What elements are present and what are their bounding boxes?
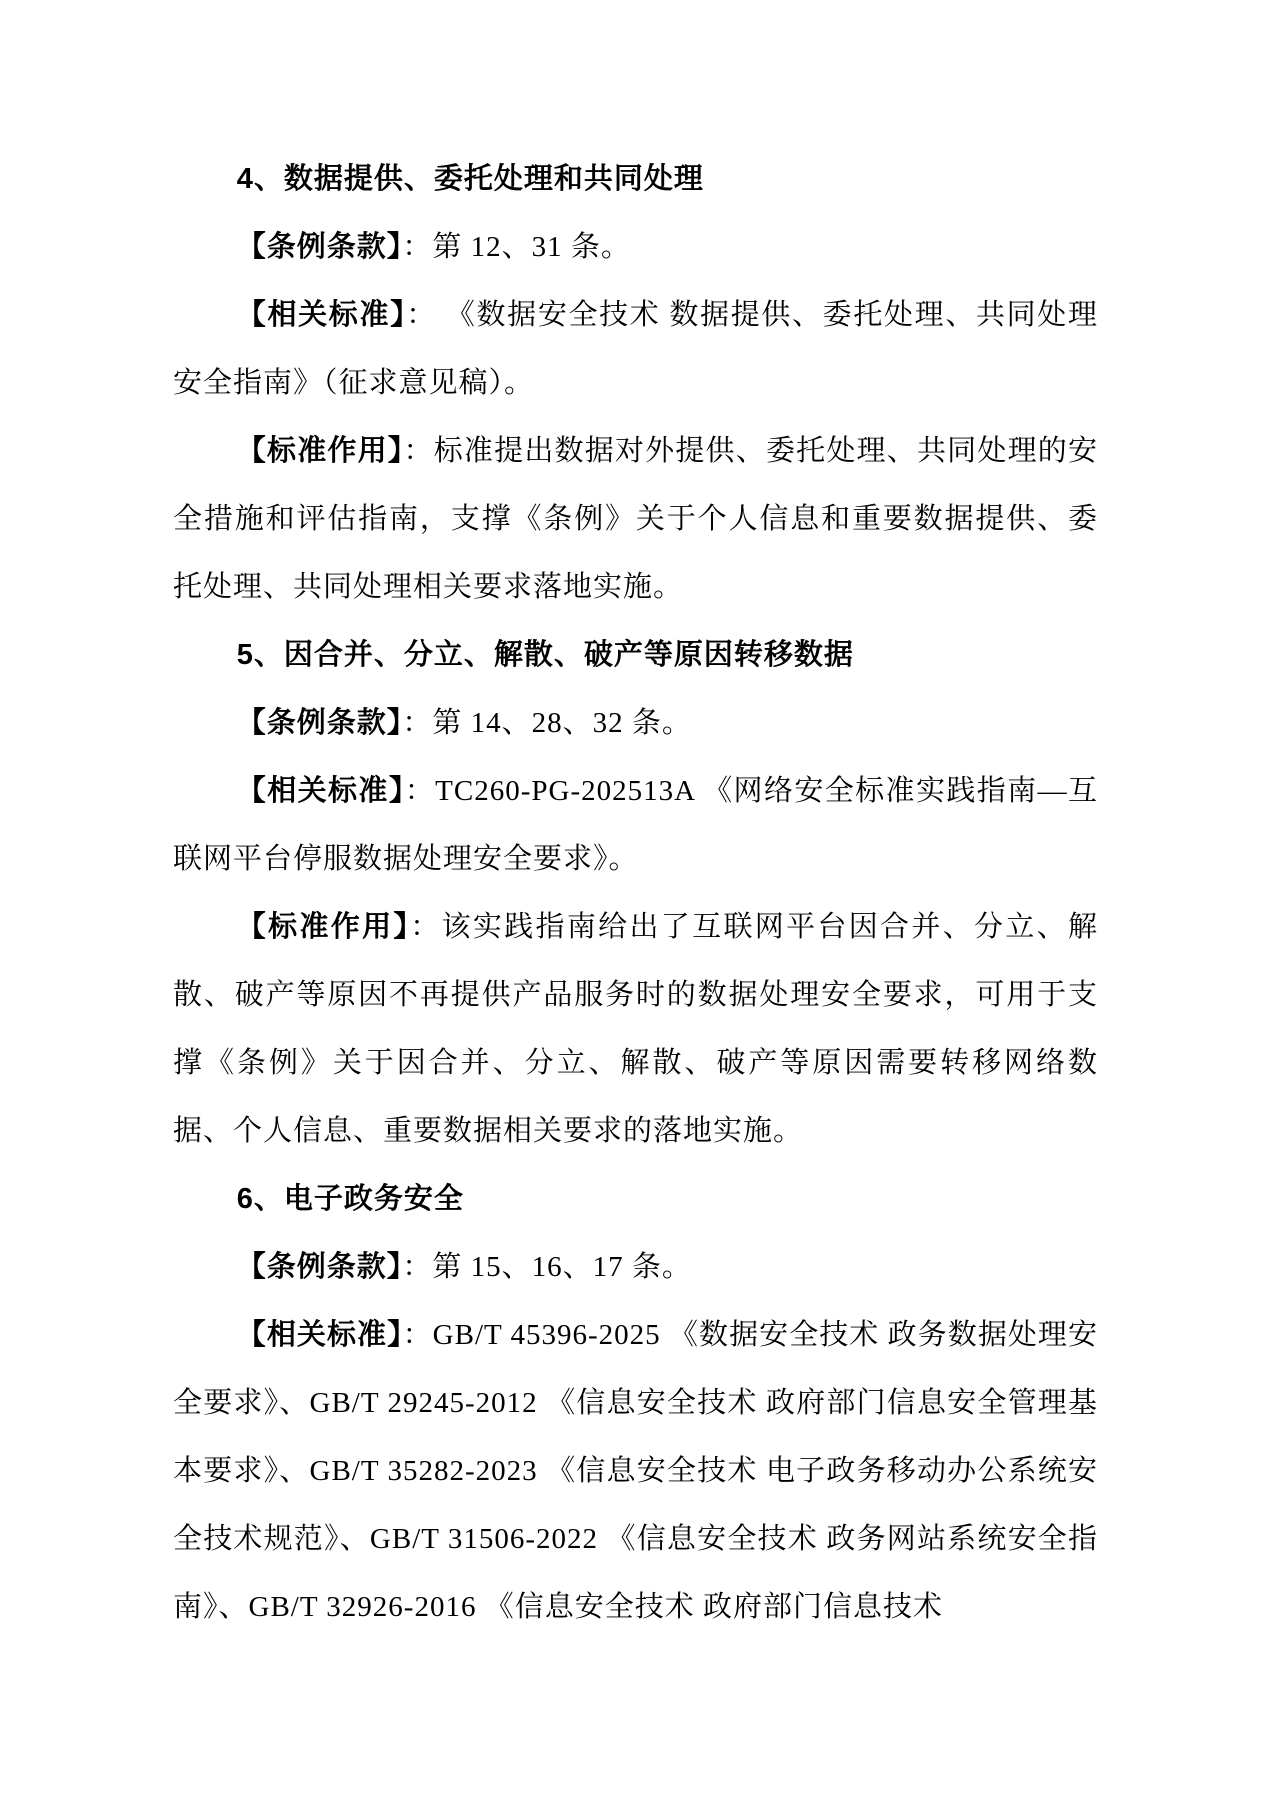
- paragraph-text: ：标准提出数据对外提供、委托处理、共同处理的安全措施和评估指南，支撑《条例》关于个人信息和重要数据提供、委托处理、共同处理相关要求落地实施。: [173, 435, 1098, 603]
- regulation-clause-paragraph: [173, 689, 1098, 757]
- paragraph-label: 【相关标准】: [236, 299, 407, 331]
- paragraph-label: 【条例条款】: [236, 1251, 403, 1283]
- paragraph-text: ：该实践指南给出了互联网平台因合并、分立、解散、破产等原因不再提供产品服务时的数据处理安全要求，可用于支撑《条例》关于因合并、分立、解散、破产等原因需要转移网络数据、个人信息、重要数据相关要求的落地实施。: [173, 911, 1098, 1147]
- paragraph-text: ：TC260-PG-202513A 《网络安全标准实践指南—互联网平台停服数据处理安全要求》。: [173, 775, 1098, 875]
- section-5-data-transfer: [173, 621, 1098, 1165]
- paragraph-text: ：第 14、28、32 条。: [402, 707, 692, 739]
- standard-role-paragraph: [173, 893, 1098, 1165]
- regulation-clause-paragraph: [173, 1233, 1098, 1301]
- section-heading: 6、电子政务安全: [236, 1183, 464, 1215]
- paragraph-text: ：第 15、16、17 条。: [402, 1251, 692, 1283]
- regulation-clause-paragraph: [173, 213, 1098, 281]
- section-heading: 4、数据提供、委托处理和共同处理: [236, 163, 704, 195]
- related-standard-paragraph: [173, 1301, 1098, 1641]
- paragraph-label: 【相关标准】: [236, 1319, 403, 1351]
- related-standard-paragraph: [173, 757, 1098, 893]
- paragraph-text: ： 《数据安全技术 数据提供、委托处理、共同处理安全指南》（征求意见稿）。: [173, 299, 1098, 399]
- paragraph-label: 【条例条款】: [236, 707, 403, 739]
- related-standard-paragraph: [173, 281, 1098, 417]
- paragraph-label: 【相关标准】: [236, 775, 405, 807]
- paragraph-text: ：第 12、31 条。: [402, 231, 631, 263]
- paragraph-text: ：GB/T 45396-2025 《数据安全技术 政务数据处理安全要求》、GB/T 29245-2012 《信息安全技术 政府部门信息安全管理基本要求》、GB/T 35282-2023 《信息安全技术 电子政务移动办公系统安全技术规范》、GB/T 31506-2022 《信息安全技术 政务网站系统安全指南》、GB/T 32926-2016 《信息安全技术 政府部门信息技术: [173, 1319, 1098, 1623]
- standard-role-paragraph: [173, 417, 1098, 621]
- paragraph-label: 【标准作用】: [236, 911, 411, 943]
- paragraph-label: 【条例条款】: [236, 231, 403, 263]
- section-heading: 5、因合并、分立、解散、破产等原因转移数据: [236, 639, 854, 671]
- document-content: [173, 145, 1098, 1641]
- section-4-data-provision: [173, 145, 1098, 621]
- section-6-egov-security: [173, 1165, 1098, 1641]
- paragraph-label: 【标准作用】: [236, 435, 404, 467]
